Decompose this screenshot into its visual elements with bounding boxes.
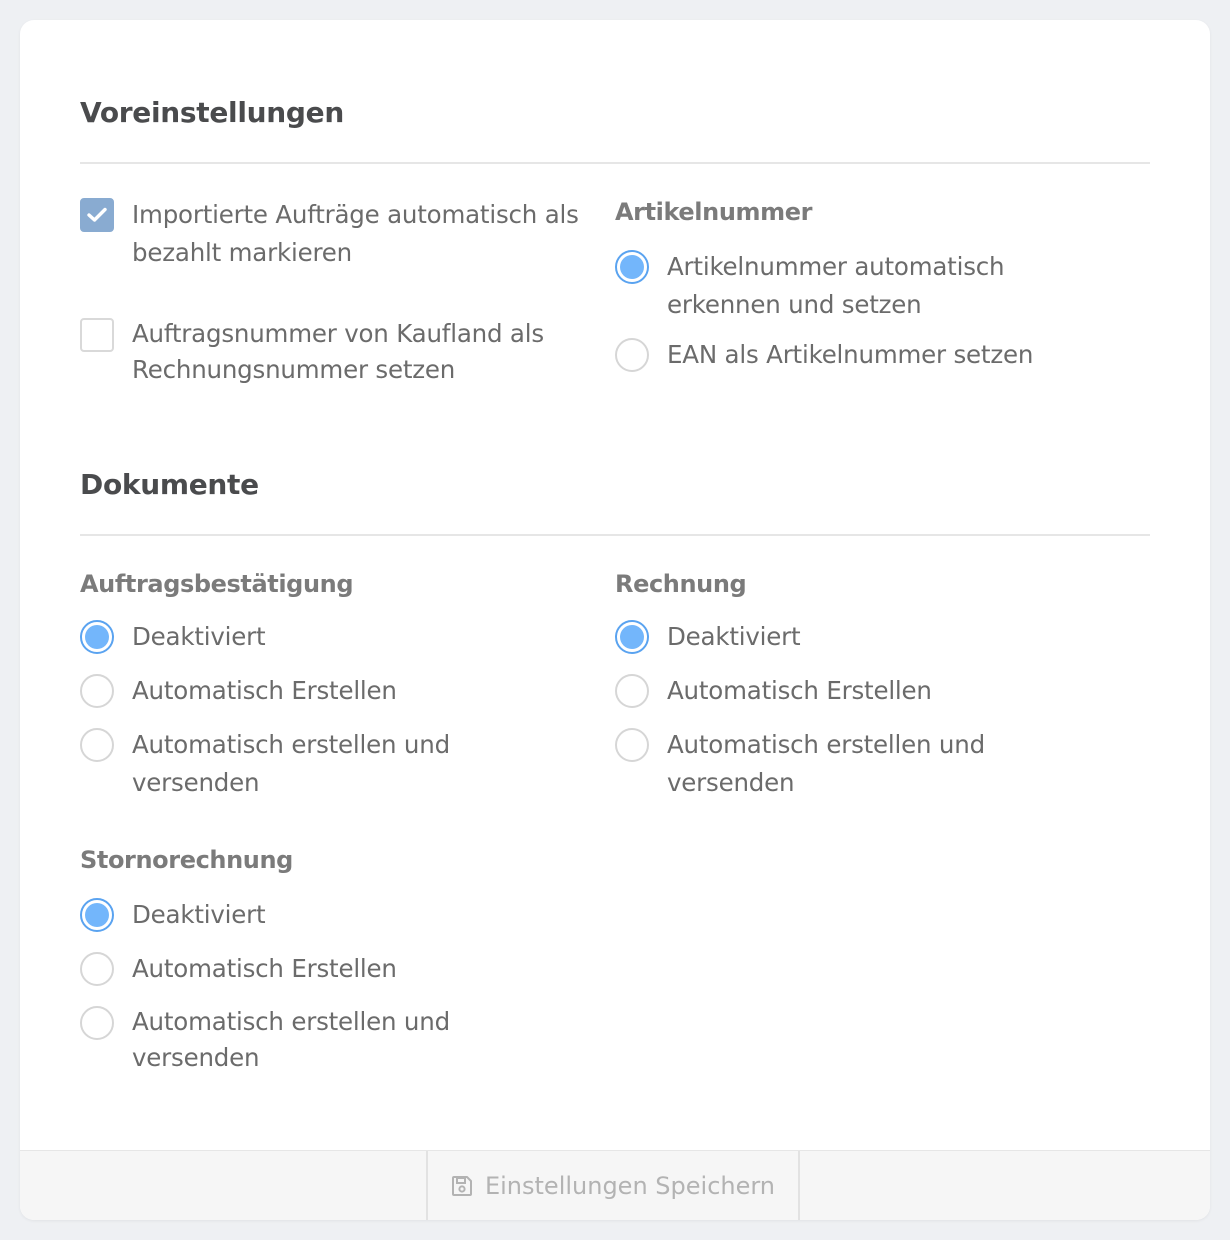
floppy-disk-icon (451, 1175, 473, 1197)
stornorechnung-deaktiviert-radio[interactable] (80, 898, 114, 932)
option-label: Automatisch erstellen und versenden (132, 1007, 450, 1072)
save-settings-button[interactable] (426, 1151, 800, 1220)
paid-checkbox[interactable] (80, 198, 114, 232)
rechnung-erstellen-option[interactable] (615, 672, 932, 710)
option-label: Automatisch erstellen und versenden (132, 730, 450, 797)
option-label: Automatisch erstellen und versenden (667, 730, 985, 797)
settings-card (20, 20, 1210, 1220)
invoice-number-checkbox-label: Auftragsnummer von Kaufland als Rechnungsnummer setzen (132, 319, 544, 384)
artikelnummer-ean-radio[interactable] (615, 338, 649, 372)
rechnung-versenden-option[interactable] (615, 726, 985, 802)
divider (80, 162, 1150, 164)
rechnung-deaktiviert-option[interactable] (615, 618, 800, 656)
auftragsbestaetigung-versenden-option[interactable] (80, 726, 450, 802)
artikelnummer-auto-radio[interactable] (615, 250, 649, 284)
artikelnummer-auto-option[interactable] (615, 248, 1004, 324)
auftragsbestaetigung-deaktiviert-radio[interactable] (80, 620, 114, 654)
stornorechnung-title: Stornorechnung (80, 846, 293, 874)
artikelnummer-auto-label: Artikelnummer automatisch erkennen und setzen (667, 252, 1005, 319)
option-label: Deaktiviert (667, 622, 801, 651)
stornorechnung-versenden-option[interactable] (80, 1004, 450, 1076)
auftragsbestaetigung-deaktiviert-option[interactable] (80, 618, 265, 656)
auftragsbestaetigung-erstellen-option[interactable] (80, 672, 397, 710)
section-title-dokumente: Dokumente (80, 468, 259, 501)
card-footer (20, 1150, 1210, 1220)
stornorechnung-erstellen-option[interactable] (80, 950, 397, 988)
option-label: Deaktiviert (132, 622, 266, 651)
invoice-number-checkbox-option[interactable] (80, 316, 544, 388)
rechnung-erstellen-radio[interactable] (615, 674, 649, 708)
divider (80, 534, 1150, 536)
auftragsbestaetigung-versenden-radio[interactable] (80, 728, 114, 762)
option-label: Automatisch Erstellen (667, 676, 932, 705)
rechnung-versenden-radio[interactable] (615, 728, 649, 762)
artikelnummer-ean-label: EAN als Artikelnummer setzen (667, 340, 1034, 369)
option-label: Deaktiviert (132, 900, 266, 929)
stornorechnung-deaktiviert-option[interactable] (80, 896, 265, 934)
save-settings-label: Einstellungen Speichern (484, 1172, 776, 1200)
stornorechnung-versenden-radio[interactable] (80, 1006, 114, 1040)
option-label: Automatisch Erstellen (132, 676, 397, 705)
artikelnummer-title: Artikelnummer (615, 198, 813, 226)
paid-checkbox-label: Importierte Aufträge automatisch als bezahlt markieren (132, 200, 579, 267)
section-title-voreinstellungen: Voreinstellungen (80, 96, 344, 129)
option-label: Automatisch Erstellen (132, 954, 397, 983)
auftragsbestaetigung-erstellen-radio[interactable] (80, 674, 114, 708)
rechnung-title: Rechnung (615, 570, 747, 598)
checkmark-icon (87, 207, 107, 223)
artikelnummer-ean-option[interactable] (615, 336, 1033, 374)
auftragsbestaetigung-title: Auftragsbestätigung (80, 570, 354, 598)
rechnung-deaktiviert-radio[interactable] (615, 620, 649, 654)
stornorechnung-erstellen-radio[interactable] (80, 952, 114, 986)
paid-checkbox-option[interactable] (80, 196, 579, 272)
invoice-number-checkbox[interactable] (80, 318, 114, 352)
